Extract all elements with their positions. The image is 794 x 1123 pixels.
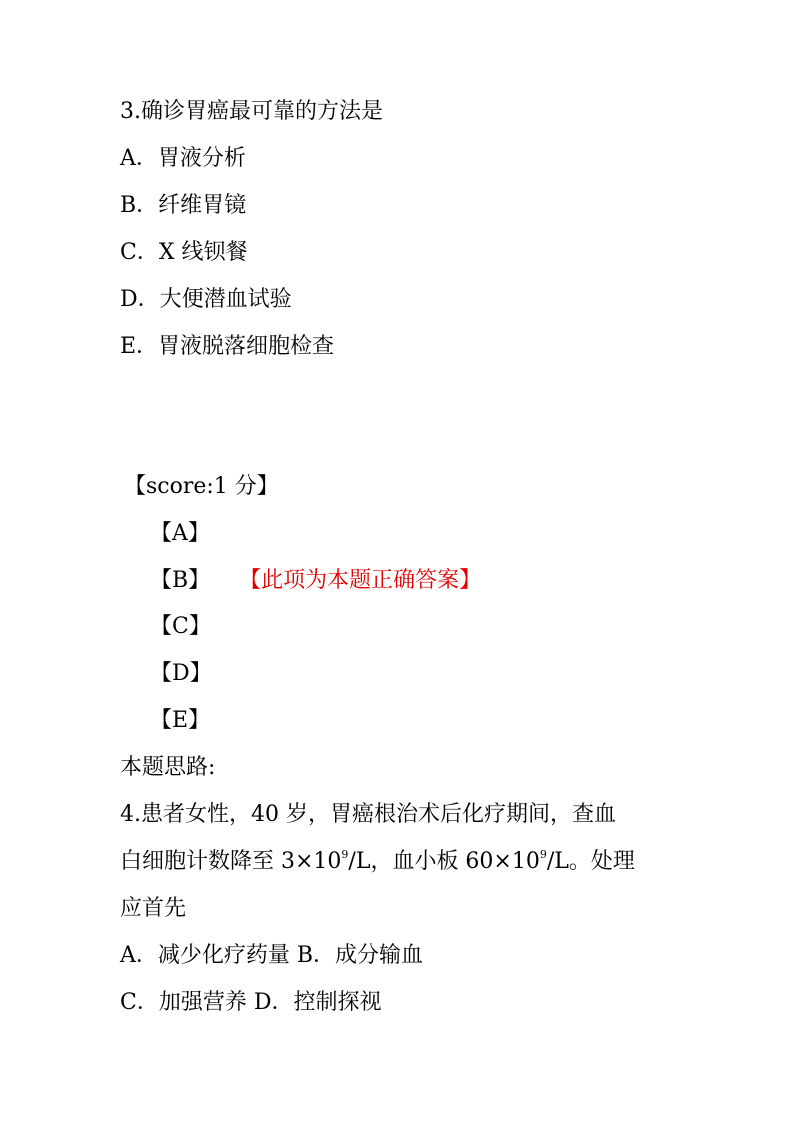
question-3-option-e: E．胃液脱落细胞检查 [120,334,335,359]
question-3-option-b: B．纤维胃镜 [120,193,247,218]
question-3-option-c: C．X 线钡餐 [120,240,248,265]
question-4-stem-line-1: 4.患者女性，40 岁，胃癌根治术后化疗期间，查血 [120,802,616,827]
question-4-stem-part-3: /L。处理 [546,849,635,874]
question-3-option-d: D．大便潜血试验 [120,287,292,312]
answer-a: 【A】 [150,521,210,546]
answer-e: 【E】 [150,708,211,733]
question-3-option-a: A．胃液分析 [120,146,246,171]
question-4-options-line-2: C．加强营养 D．控制探视 [120,990,382,1015]
answer-d: 【D】 [150,661,212,686]
question-4-options-line-1: A．减少化疗药量 B．成分输血 [120,943,424,968]
question-4-stem-part-2: /L，血小板 60×10 [348,849,540,874]
exponent-2: 9 [539,848,547,861]
answer-b [150,566,481,596]
score-label: 【score:1 分】 [124,474,279,499]
exponent-1: 9 [341,848,349,861]
question-3-stem: 3.确诊胃癌最可靠的方法是 [120,99,383,124]
answer-c: 【C】 [150,614,211,639]
correct-answer-note: 【此项为本题正确答案】 [250,568,482,593]
answer-b-label: 【B】 [150,568,211,593]
question-4-stem-line-2 [120,847,635,877]
question-4-stem-line-3: 应首先 [120,896,187,921]
analysis-label: 本题思路: [120,755,216,780]
question-4-stem-part-1: 白细胞计数降至 3×10 [120,849,342,874]
